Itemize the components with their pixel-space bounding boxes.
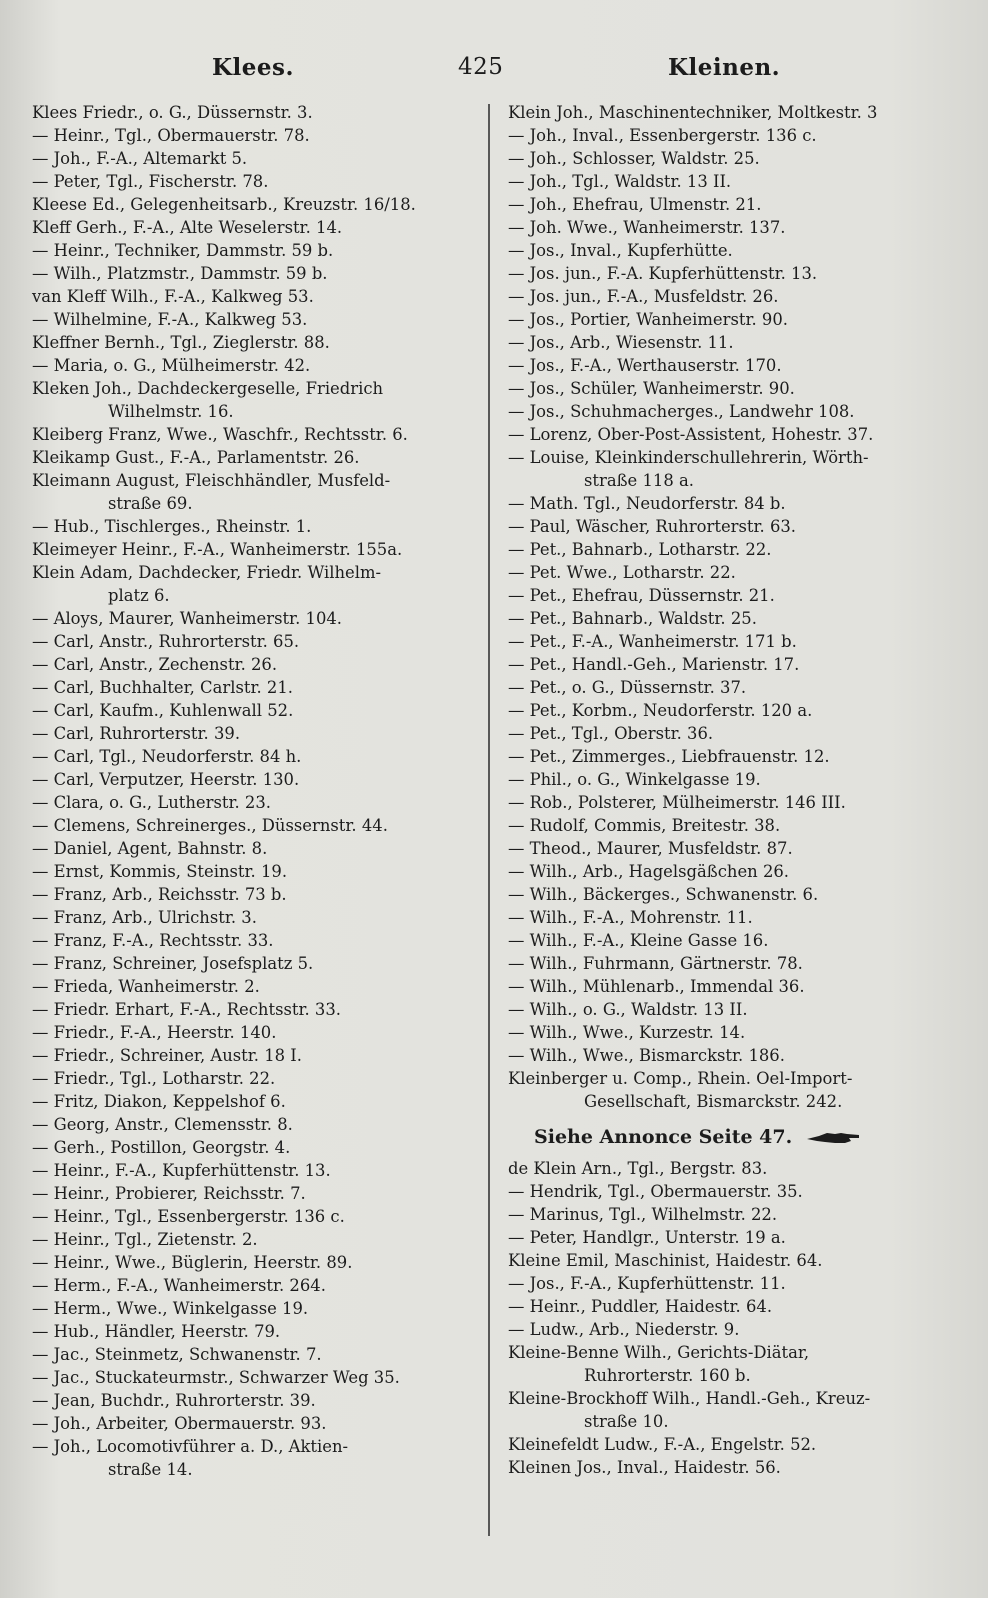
entry-line: Kleinen Jos., Inval., Haidestr. 56. [508, 1458, 781, 1477]
entry-line: — Wilh., Mühlenarb., Immendal 36. [508, 977, 805, 996]
directory-entry [32, 791, 480, 814]
directory-entry [508, 423, 948, 446]
entry-line: — Lorenz, Ober-Post-Assistent, Hohestr. 37. [508, 425, 874, 444]
directory-entry [508, 538, 948, 561]
directory-entry [508, 262, 948, 285]
entry-line: — Pet., Ehefrau, Düssernstr. 21. [508, 586, 775, 605]
entry-line: — Wilh., Wwe., Kurzestr. 14. [508, 1023, 746, 1042]
directory-entry [508, 1157, 948, 1180]
right-column [508, 101, 948, 1479]
entry-line: — Jos., F.-A., Kupferhüttenstr. 11. [508, 1274, 786, 1293]
entry-line: — Maria, o. G., Mülheimerstr. 42. [32, 356, 311, 375]
directory-entry [32, 515, 480, 538]
directory-entry [508, 1180, 948, 1203]
directory-entry [508, 400, 948, 423]
directory-entry [32, 768, 480, 791]
directory-entry [32, 814, 480, 837]
directory-entry [508, 607, 948, 630]
entry-line: — Pet., F.-A., Wanheimerstr. 171 b. [508, 632, 797, 651]
entry-line: — Daniel, Agent, Bahnstr. 8. [32, 839, 268, 858]
directory-entry [32, 423, 480, 446]
entry-line: — Clara, o. G., Lutherstr. 23. [32, 793, 271, 812]
entry-line: Klees Friedr., o. G., Düssernstr. 3. [32, 103, 313, 122]
page-header [0, 54, 988, 86]
entry-line: Kleimann August, Fleischhändler, Musfeld- [32, 471, 391, 490]
directory-entry [508, 653, 948, 676]
entry-line: — Carl, Ruhrorterstr. 39. [32, 724, 241, 743]
entry-line: — Hendrik, Tgl., Obermauerstr. 35. [508, 1182, 803, 1201]
directory-entry [508, 446, 948, 492]
entry-continuation: straße 69. [108, 494, 193, 513]
directory-entry [32, 1136, 480, 1159]
entry-line: — Jos., Schuhmacherges., Landwehr 108. [508, 402, 855, 421]
directory-entry [32, 607, 480, 630]
entry-line: — Ernst, Kommis, Steinstr. 19. [32, 862, 288, 881]
directory-entry [508, 124, 948, 147]
directory-entry [32, 446, 480, 469]
directory-entry [32, 952, 480, 975]
directory-entry [508, 492, 948, 515]
directory-entry [32, 193, 480, 216]
directory-entry [508, 952, 948, 975]
entry-line: — Carl, Anstr., Ruhrorterstr. 65. [32, 632, 300, 651]
entry-line: — Joh., Ehefrau, Ulmenstr. 21. [508, 195, 762, 214]
entry-line: — Math. Tgl., Neudorferstr. 84 b. [508, 494, 786, 513]
right-column-entries-after [508, 1157, 948, 1479]
entry-line: — Carl, Buchhalter, Carlstr. 21. [32, 678, 293, 697]
directory-entry [508, 699, 948, 722]
entry-line: — Pet. Wwe., Lotharstr. 22. [508, 563, 736, 582]
directory-entry [508, 1226, 948, 1249]
directory-entry [508, 1318, 948, 1341]
directory-entry [508, 1341, 948, 1387]
entry-line: — Heinr., Tgl., Essenbergerstr. 136 c. [32, 1207, 345, 1226]
directory-entry [32, 837, 480, 860]
directory-entry [508, 814, 948, 837]
directory-entry [32, 906, 480, 929]
directory-entry [32, 1113, 480, 1136]
directory-entry [508, 170, 948, 193]
entry-line: — Joh., Tgl., Waldstr. 13 II. [508, 172, 732, 191]
directory-entry [32, 101, 480, 124]
entry-line: — Jos., Portier, Wanheimerstr. 90. [508, 310, 788, 329]
directory-entry [32, 998, 480, 1021]
entry-line: — Franz, Arb., Ulrichstr. 3. [32, 908, 257, 927]
entry-line: — Pet., Bahnarb., Waldstr. 25. [508, 609, 757, 628]
entry-line: — Wilh., o. G., Waldstr. 13 II. [508, 1000, 748, 1019]
directory-entry [508, 630, 948, 653]
entry-line: — Theod., Maurer, Musfeldstr. 87. [508, 839, 793, 858]
directory-entry [508, 147, 948, 170]
directory-entry [32, 354, 480, 377]
directory-entry [32, 1044, 480, 1067]
entry-line: — Jos. jun., F.-A., Musfeldstr. 26. [508, 287, 779, 306]
directory-entry [32, 1021, 480, 1044]
directory-entry [508, 860, 948, 883]
entry-line: — Friedr., Schreiner, Austr. 18 I. [32, 1046, 302, 1065]
directory-entry [32, 860, 480, 883]
directory-entry [32, 262, 480, 285]
directory-entry [32, 1228, 480, 1251]
entry-line: — Wilh., Bäckerges., Schwanenstr. 6. [508, 885, 819, 904]
entry-line: — Joh., Arbeiter, Obermauerstr. 93. [32, 1414, 327, 1433]
entry-line: — Wilh., Platzmstr., Dammstr. 59 b. [32, 264, 328, 283]
entry-line: — Jean, Buchdr., Ruhrorterstr. 39. [32, 1391, 316, 1410]
directory-entry [508, 331, 948, 354]
page-number: 425 [458, 54, 504, 80]
entry-line: — Franz, F.-A., Rechtsstr. 33. [32, 931, 274, 950]
entry-line: — Franz, Schreiner, Josefsplatz 5. [32, 954, 314, 973]
announcement-text: Siehe Annonce Seite 47. [534, 1126, 793, 1148]
entry-line: Kleine-Brockhoff Wilh., Handl.-Geh., Kreuz- [508, 1389, 871, 1408]
directory-entry [32, 469, 480, 515]
directory-entry [508, 101, 948, 124]
entry-line: — Joh., F.-A., Altemarkt 5. [32, 149, 248, 168]
directory-entry [32, 745, 480, 768]
entry-line: — Carl, Anstr., Zechenstr. 26. [32, 655, 278, 674]
entry-line: — Pet., Korbm., Neudorferstr. 120 a. [508, 701, 813, 720]
entry-line: Kleiberg Franz, Wwe., Waschfr., Rechtsstr. 6. [32, 425, 408, 444]
entry-line: — Wilh., Arb., Hagelsgäßchen 26. [508, 862, 790, 881]
directory-entry [32, 1412, 480, 1435]
directory-entry [508, 1203, 948, 1226]
directory-entry [508, 722, 948, 745]
directory-entry [508, 676, 948, 699]
directory-entry [508, 791, 948, 814]
directory-entry [508, 1021, 948, 1044]
entry-line: Kleimeyer Heinr., F.-A., Wanheimerstr. 155a. [32, 540, 403, 559]
entry-continuation: platz 6. [108, 586, 170, 605]
directory-entry [508, 354, 948, 377]
directory-entry [508, 584, 948, 607]
directory-entry [32, 653, 480, 676]
directory-entry [32, 561, 480, 607]
entry-line: Kleinberger u. Comp., Rhein. Oel-Import- [508, 1069, 853, 1088]
entry-continuation: straße 10. [584, 1412, 669, 1431]
directory-entry [32, 1389, 480, 1412]
entry-line: — Pet., Zimmerges., Liebfrauenstr. 12. [508, 747, 830, 766]
entry-line: — Rudolf, Commis, Breitestr. 38. [508, 816, 781, 835]
entry-line: — Jac., Stuckateurmstr., Schwarzer Weg 35. [32, 1368, 400, 1387]
directory-entry [508, 239, 948, 262]
entry-line: — Rob., Polsterer, Mülheimerstr. 146 III. [508, 793, 846, 812]
entry-line: — Wilh., F.-A., Mohrenstr. 11. [508, 908, 753, 927]
entry-line: — Carl, Tgl., Neudorferstr. 84 h. [32, 747, 302, 766]
directory-entry [32, 929, 480, 952]
entry-line: — Wilhelmine, F.-A., Kalkweg 53. [32, 310, 308, 329]
entry-continuation: straße 14. [108, 1460, 193, 1479]
entry-line: — Joh., Schlosser, Waldstr. 25. [508, 149, 760, 168]
directory-entry [32, 377, 480, 423]
entry-line: — Joh., Locomotivführer a. D., Aktien- [32, 1437, 349, 1456]
entry-line: — Georg, Anstr., Clemensstr. 8. [32, 1115, 293, 1134]
entry-line: — Heinr., Tgl., Obermauerstr. 78. [32, 126, 310, 145]
directory-entry [508, 377, 948, 400]
directory-entry [508, 308, 948, 331]
entry-line: — Wilh., F.-A., Kleine Gasse 16. [508, 931, 769, 950]
entry-line: — Jos., Inval., Kupferhütte. [508, 241, 733, 260]
entry-line: — Friedr., F.-A., Heerstr. 140. [32, 1023, 277, 1042]
entry-line: de Klein Arn., Tgl., Bergstr. 83. [508, 1159, 768, 1178]
entry-line: — Heinr., Probierer, Reichsstr. 7. [32, 1184, 306, 1203]
directory-entry [32, 124, 480, 147]
entry-line: Kleinefeldt Ludw., F.-A., Engelstr. 52. [508, 1435, 817, 1454]
directory-entry [508, 1387, 948, 1433]
entry-line: — Pet., Tgl., Oberstr. 36. [508, 724, 714, 743]
entry-line: — Fritz, Diakon, Keppelshof 6. [32, 1092, 286, 1111]
entry-continuation: Ruhrorterstr. 160 b. [584, 1366, 751, 1385]
directory-entry [32, 285, 480, 308]
entry-line: — Heinr., Wwe., Büglerin, Heerstr. 89. [32, 1253, 353, 1272]
directory-entry [32, 883, 480, 906]
entry-line: Kleffner Bernh., Tgl., Zieglerstr. 88. [32, 333, 330, 352]
directory-entry [32, 331, 480, 354]
entry-line: — Frieda, Wanheimerstr. 2. [32, 977, 260, 996]
directory-entry [508, 1433, 948, 1456]
entry-line: van Kleff Wilh., F.-A., Kalkweg 53. [32, 287, 314, 306]
directory-entry [32, 308, 480, 331]
entry-line: Klein Joh., Maschinentechniker, Moltkestr. 3 [508, 103, 878, 122]
entry-line: — Phil., o. G., Winkelgasse 19. [508, 770, 761, 789]
directory-entry [32, 1320, 480, 1343]
directory-entry [508, 929, 948, 952]
entry-line: — Pet., Bahnarb., Lotharstr. 22. [508, 540, 772, 559]
directory-entry [508, 561, 948, 584]
entry-line: — Friedr. Erhart, F.-A., Rechtsstr. 33. [32, 1000, 341, 1019]
directory-entry [508, 837, 948, 860]
pointing-hand-icon [805, 1130, 861, 1146]
directory-entry [32, 630, 480, 653]
directory-entry [508, 1249, 948, 1272]
entry-line: — Peter, Handlgr., Unterstr. 19 a. [508, 1228, 786, 1247]
directory-entry [32, 1366, 480, 1389]
directory-entry [508, 216, 948, 239]
entry-line: — Heinr., Puddler, Haidestr. 64. [508, 1297, 773, 1316]
directory-entry [32, 147, 480, 170]
entry-line: — Herm., Wwe., Winkelgasse 19. [32, 1299, 309, 1318]
directory-entry [508, 745, 948, 768]
entry-line: — Wilh., Wwe., Bismarckstr. 186. [508, 1046, 785, 1065]
directory-entry [32, 239, 480, 262]
entry-line: — Hub., Händler, Heerstr. 79. [32, 1322, 281, 1341]
directory-entry [32, 1274, 480, 1297]
directory-entry [32, 170, 480, 193]
directory-entry [32, 538, 480, 561]
entry-line: — Pet., o. G., Düssernstr. 37. [508, 678, 747, 697]
directory-entry [508, 1456, 948, 1479]
right-column-entries [508, 101, 948, 1113]
entry-line: Kleine Emil, Maschinist, Haidestr. 64. [508, 1251, 823, 1270]
directory-entry [32, 1435, 480, 1481]
header-left-keyword: Klees. [212, 54, 294, 81]
directory-entry [32, 975, 480, 998]
directory-entry [508, 193, 948, 216]
entry-line: Klein Adam, Dachdecker, Friedr. Wilhelm- [32, 563, 382, 582]
entry-line: — Aloys, Maurer, Wanheimerstr. 104. [32, 609, 343, 628]
entry-line: — Jos., F.-A., Werthauserstr. 170. [508, 356, 782, 375]
entry-line: — Marinus, Tgl., Wilhelmstr. 22. [508, 1205, 778, 1224]
entry-line: — Hub., Tischlerges., Rheinstr. 1. [32, 517, 312, 536]
directory-entry [32, 1297, 480, 1320]
directory-entry [32, 722, 480, 745]
entry-line: — Heinr., Tgl., Zietenstr. 2. [32, 1230, 258, 1249]
entry-line: — Joh., Inval., Essenbergerstr. 136 c. [508, 126, 817, 145]
entry-line: — Louise, Kleinkinderschullehrerin, Wörth- [508, 448, 869, 467]
directory-entry [508, 906, 948, 929]
directory-entry [508, 1044, 948, 1067]
entry-line: — Clemens, Schreinerges., Düssernstr. 44. [32, 816, 388, 835]
entry-line: — Jos., Schüler, Wanheimerstr. 90. [508, 379, 795, 398]
entry-line: — Jos., Arb., Wiesenstr. 11. [508, 333, 734, 352]
directory-entry [32, 1343, 480, 1366]
entry-line: Kleine-Benne Wilh., Gerichts-Diätar, [508, 1343, 810, 1362]
entry-line: — Wilh., Fuhrmann, Gärtnerstr. 78. [508, 954, 803, 973]
directory-entry [508, 975, 948, 998]
directory-entry [508, 515, 948, 538]
entry-line: — Gerh., Postillon, Georgstr. 4. [32, 1138, 291, 1157]
directory-entry [32, 216, 480, 239]
entry-line: Kleken Joh., Dachdeckergeselle, Friedrich [32, 379, 384, 398]
directory-entry [32, 1159, 480, 1182]
entry-line: — Herm., F.-A., Wanheimerstr. 264. [32, 1276, 326, 1295]
entry-continuation: Wilhelmstr. 16. [108, 402, 234, 421]
column-divider [488, 104, 490, 1536]
directory-entry [32, 1205, 480, 1228]
entry-line: — Franz, Arb., Reichsstr. 73 b. [32, 885, 287, 904]
entry-line: Kleff Gerh., F.-A., Alte Weselerstr. 14. [32, 218, 343, 237]
directory-entry [508, 285, 948, 308]
directory-entry [32, 1067, 480, 1090]
announcement-line [508, 1123, 948, 1151]
entry-line: — Joh. Wwe., Wanheimerstr. 137. [508, 218, 786, 237]
directory-entry [508, 883, 948, 906]
header-right-keyword: Kleinen. [668, 54, 781, 81]
entry-line: — Friedr., Tgl., Lotharstr. 22. [32, 1069, 276, 1088]
directory-entry [508, 998, 948, 1021]
left-column [32, 101, 480, 1481]
entry-continuation: straße 118 a. [584, 471, 694, 490]
entry-line: — Jos. jun., F.-A. Kupferhüttenstr. 13. [508, 264, 818, 283]
entry-line: — Jac., Steinmetz, Schwanenstr. 7. [32, 1345, 322, 1364]
entry-line: — Carl, Verputzer, Heerstr. 130. [32, 770, 300, 789]
directory-entry [32, 676, 480, 699]
directory-entry [508, 1272, 948, 1295]
entry-line: — Ludw., Arb., Niederstr. 9. [508, 1320, 740, 1339]
directory-entry [32, 699, 480, 722]
directory-entry [32, 1182, 480, 1205]
directory-entry [32, 1090, 480, 1113]
entry-line: Kleikamp Gust., F.-A., Parlamentstr. 26. [32, 448, 360, 467]
entry-continuation: Gesellschaft, Bismarckstr. 242. [584, 1092, 843, 1111]
entry-line: — Carl, Kaufm., Kuhlenwall 52. [32, 701, 294, 720]
entry-line: — Heinr., Techniker, Dammstr. 59 b. [32, 241, 334, 260]
entry-line: — Pet., Handl.-Geh., Marienstr. 17. [508, 655, 800, 674]
entry-line: Kleese Ed., Gelegenheitsarb., Kreuzstr. 16/18. [32, 195, 416, 214]
directory-entry [32, 1251, 480, 1274]
directory-entry [508, 1067, 948, 1113]
directory-entry [508, 1295, 948, 1318]
entry-line: — Peter, Tgl., Fischerstr. 78. [32, 172, 269, 191]
entry-line: — Heinr., F.-A., Kupferhüttenstr. 13. [32, 1161, 331, 1180]
directory-entry [508, 768, 948, 791]
entry-line: — Paul, Wäscher, Ruhrorterstr. 63. [508, 517, 797, 536]
